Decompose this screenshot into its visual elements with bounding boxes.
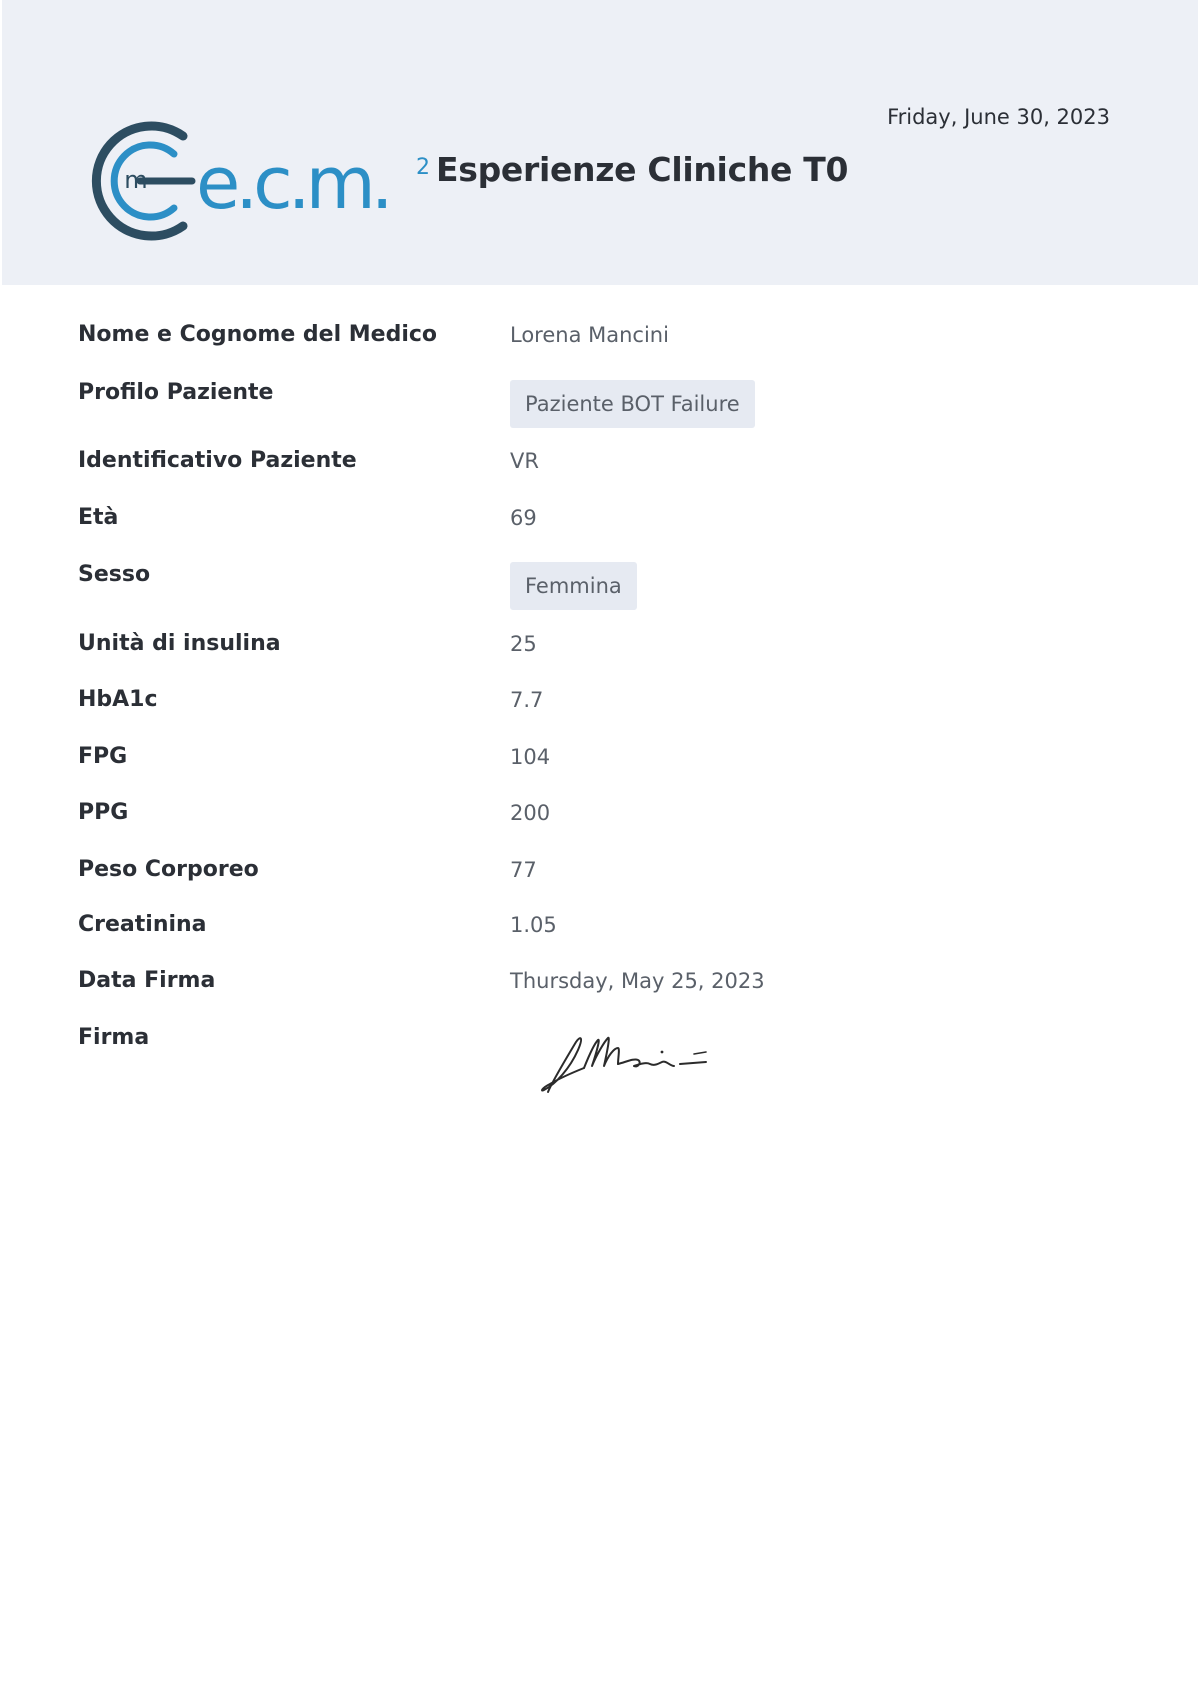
field-label: Età xyxy=(78,505,119,530)
field-label: FPG xyxy=(78,744,128,769)
field-label: Data Firma xyxy=(78,968,216,993)
field-value: 77 xyxy=(510,858,537,882)
profile-chip: Paziente BOT Failure xyxy=(510,380,755,428)
field-label: Creatinina xyxy=(78,912,207,937)
field-value: 7.7 xyxy=(510,688,544,712)
field-value: Lorena Mancini xyxy=(510,323,669,347)
ecm-logo xyxy=(80,120,430,242)
field-label: Firma xyxy=(78,1025,150,1050)
header-date: Friday, June 30, 2023 xyxy=(887,105,1110,129)
field-label: Identificativo Paziente xyxy=(78,448,357,473)
field-value: Thursday, May 25, 2023 xyxy=(510,969,765,993)
field-label: HbA1c xyxy=(78,687,158,712)
document-title: Esperienze Cliniche T0 xyxy=(436,150,849,189)
header-banner xyxy=(2,0,1198,285)
logo-badge-letter: m xyxy=(124,166,148,194)
field-value: 1.05 xyxy=(510,913,557,937)
logo-wordmark: e.c.m. xyxy=(196,141,389,225)
logo-superscript: 2 xyxy=(416,155,430,180)
field-value: 25 xyxy=(510,632,537,656)
field-label: Unità di insulina xyxy=(78,631,281,656)
field-value: 69 xyxy=(510,506,537,530)
sex-chip: Femmina xyxy=(510,562,637,610)
field-label: Profilo Paziente xyxy=(78,380,274,405)
field-label: Sesso xyxy=(78,562,151,587)
field-value: 104 xyxy=(510,745,551,769)
field-label: PPG xyxy=(78,800,129,825)
field-value: VR xyxy=(510,449,539,473)
handwritten-signature xyxy=(534,1032,712,1096)
field-label: Peso Corporeo xyxy=(78,857,259,882)
field-value: 200 xyxy=(510,801,551,825)
field-label: Nome e Cognome del Medico xyxy=(78,322,438,347)
